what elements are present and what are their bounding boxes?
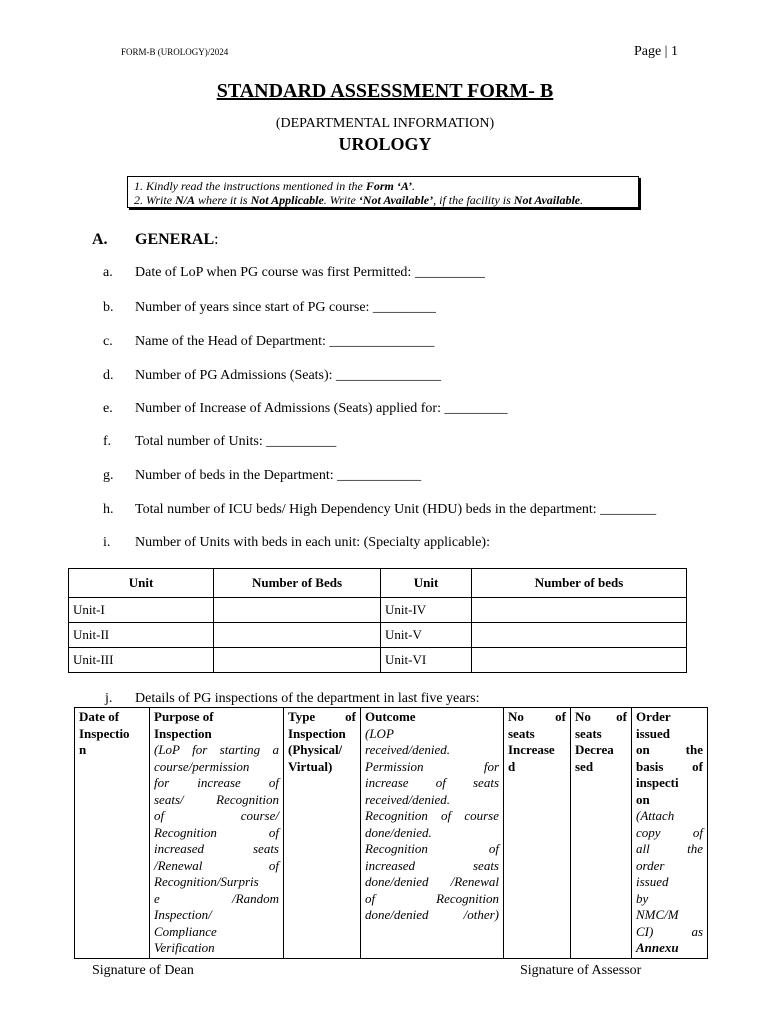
cell-line: seats/ Recognition: [154, 791, 279, 807]
cell-line: (LOP: [365, 725, 394, 741]
cell-line: of Recognition: [365, 890, 499, 906]
col-order-issued: [632, 708, 708, 959]
item-j-letter: j.: [105, 691, 113, 706]
beds-cell[interactable]: [472, 648, 687, 673]
cell-line: (Physical/: [288, 742, 343, 757]
cell-line: increased seats: [365, 857, 499, 873]
item-text: Total number of Units: __________: [135, 434, 337, 449]
cell-line: order: [636, 857, 665, 873]
cell-line: done/denied /other): [365, 907, 499, 922]
cell-line: Virtual): [288, 758, 333, 774]
cell-line: Recognition/Surpris: [154, 874, 259, 889]
annexure-text: Annexu: [636, 940, 679, 955]
cell-line: (Attach: [636, 808, 675, 823]
units-header-row: [69, 569, 687, 598]
item-text: Number of years since start of PG course: _________: [135, 300, 436, 315]
item-text: Date of LoP when PG course was first Permitted: __________: [135, 265, 485, 280]
beds-cell[interactable]: [472, 623, 687, 648]
cell-line: NMC/M: [636, 907, 679, 922]
cell-line: Inspection: [154, 725, 212, 741]
inspection-header-row: [75, 708, 708, 959]
table-row: [69, 598, 687, 623]
cell-line: issued: [636, 725, 670, 741]
cell-line: CI) as: [636, 923, 703, 939]
cell-line: on the: [636, 742, 703, 757]
item-letter: a.: [103, 265, 113, 280]
item-letter: i.: [103, 535, 111, 550]
units-header-beds-2: Number of beds: [472, 569, 687, 598]
cell-line: Inspectio: [79, 725, 130, 741]
cell-line: on: [636, 791, 650, 807]
cell-line: Recognition of: [154, 824, 279, 840]
unit-cell: Unit-V: [381, 623, 472, 648]
cell-line: all the: [636, 841, 703, 856]
item-text: Number of PG Admissions (Seats): _______________: [135, 368, 442, 383]
item-letter: b.: [103, 300, 114, 315]
instruction-line-2: 2. Write N/A where it is Not Applicable. Write ‘Not Available’, if the facility is Not Available.: [134, 193, 584, 207]
col-type: [284, 708, 361, 959]
inspection-table: [74, 707, 708, 959]
item-text: Name of the Head of Department: _______________: [135, 334, 435, 349]
cell-line: Recognition of: [365, 841, 499, 856]
cell-line: done/denied.: [365, 824, 432, 840]
cell-line: seats: [575, 725, 602, 741]
cell-line: Date of: [79, 709, 120, 724]
unit-cell: Unit-VI: [381, 648, 472, 673]
cell-line: inspecti: [636, 775, 679, 790]
item-letter: h.: [103, 502, 114, 517]
cell-line: Permission for: [365, 758, 499, 774]
cell-line: seats: [508, 725, 535, 741]
item-text: Number of Increase of Admissions (Seats) applied for: _________: [135, 401, 508, 416]
cell-line: Compliance: [154, 923, 217, 939]
cell-line: increase of seats: [365, 775, 499, 790]
cell-line: Verification: [154, 940, 215, 955]
cell-line: Recognition of course: [365, 808, 499, 823]
item-text: Number of beds in the Department: ____________: [135, 468, 422, 483]
cell-line: done/denied /Renewal: [365, 874, 499, 889]
cell-line: Inspection/: [154, 907, 212, 922]
unit-cell: Unit-II: [69, 623, 214, 648]
signature-assessor: Signature of Assessor: [520, 963, 642, 978]
item-text: Number of Units with beds in each unit: (Specialty applicable):: [135, 535, 490, 550]
page-number: Page | 1: [633, 44, 678, 59]
units-table: [68, 568, 687, 673]
cell-line: received/denied.: [365, 791, 451, 807]
col-seats-decreased: [571, 708, 632, 959]
cell-line: Order: [636, 709, 671, 724]
cell-line: copy of: [636, 824, 703, 840]
unit-cell: Unit-III: [69, 648, 214, 673]
cell-line: (LoP for starting a: [154, 742, 279, 757]
cell-line: Increase: [508, 742, 555, 757]
page-title: STANDARD ASSESSMENT FORM- B: [216, 80, 554, 102]
col-date: [75, 708, 150, 959]
units-header-unit: Unit: [69, 569, 214, 598]
cell-line: by: [636, 890, 649, 906]
page-subtitle: (DEPARTMENTAL INFORMATION): [275, 116, 495, 131]
signature-dean: Signature of Dean: [92, 963, 194, 978]
department-name: UROLOGY: [338, 134, 432, 154]
form-id: FORM-B (UROLOGY)/2024: [121, 47, 229, 57]
instructions-box: [127, 176, 639, 208]
table-row: [69, 623, 687, 648]
col-seats-increased: [504, 708, 571, 959]
beds-cell[interactable]: [214, 648, 381, 673]
cell-line: n: [79, 742, 87, 757]
instruction-line-1: 1. Kindly read the instructions mentioned in the Form ‘A’.: [134, 179, 415, 193]
cell-line: Decrea: [575, 742, 614, 757]
section-a-number: A.: [92, 231, 108, 248]
cell-line: received/denied.: [365, 742, 451, 757]
cell-line: Outcome: [365, 709, 416, 724]
table-row: [69, 648, 687, 673]
units-header-beds: Number of Beds: [214, 569, 381, 598]
cell-line: d: [508, 758, 516, 774]
cell-line: No of: [508, 709, 566, 724]
item-letter: f.: [103, 434, 112, 449]
section-a-title: GENERAL:: [135, 231, 219, 248]
cell-line: sed: [575, 758, 594, 774]
item-letter: g.: [103, 468, 114, 483]
cell-line: Purpose of: [154, 709, 214, 724]
cell-line: No of: [575, 709, 627, 724]
item-letter: c.: [103, 334, 113, 349]
item-j-text: Details of PG inspections of the department in last five years:: [135, 691, 480, 706]
units-header-unit-2: Unit: [381, 569, 472, 598]
cell-line: issued: [636, 874, 669, 889]
cell-line: basis of: [636, 758, 703, 774]
cell-line: Type of: [288, 709, 356, 724]
cell-line: e /Random: [154, 890, 279, 906]
col-purpose: [150, 708, 284, 959]
col-outcome: [361, 708, 504, 959]
beds-cell[interactable]: [214, 598, 381, 623]
cell-line: /Renewal of: [154, 857, 279, 873]
item-letter: e.: [103, 401, 113, 416]
cell-line: Inspection: [288, 725, 346, 741]
unit-cell: Unit-IV: [381, 598, 472, 623]
item-text: Total number of ICU beds/ High Dependency Unit (HDU) beds in the department: ________: [135, 502, 657, 517]
beds-cell[interactable]: [472, 598, 687, 623]
cell-line: course/permission: [154, 758, 250, 774]
item-letter: d.: [103, 368, 114, 383]
cell-line: of course/: [154, 808, 279, 823]
cell-line: increased seats: [154, 841, 279, 856]
cell-line: for increase of: [154, 775, 279, 790]
beds-cell[interactable]: [214, 623, 381, 648]
unit-cell: Unit-I: [69, 598, 214, 623]
